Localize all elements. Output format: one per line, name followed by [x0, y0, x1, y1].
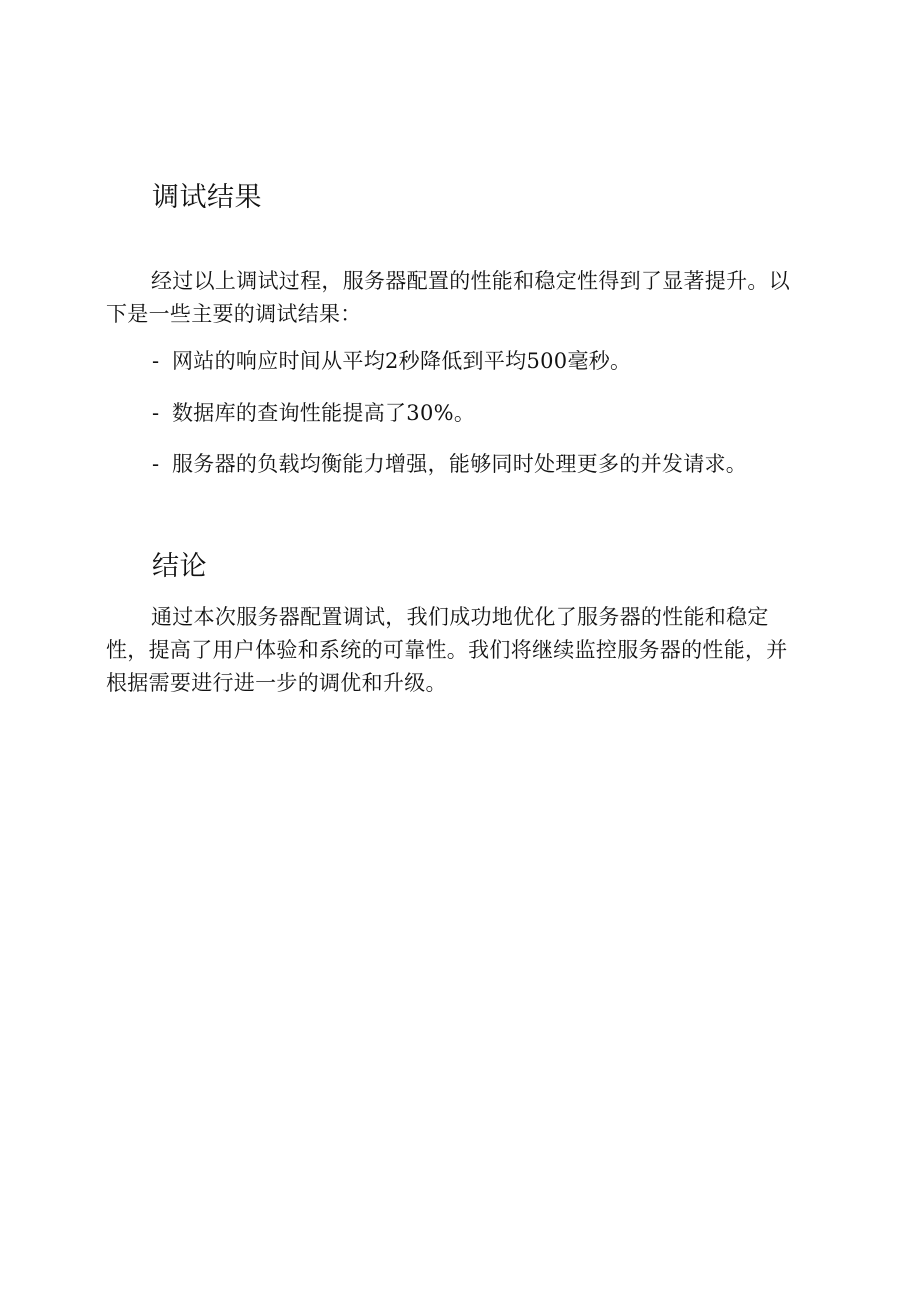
bullet-dash: - [152, 349, 160, 373]
debug-results-intro-paragraph: 经过以上调试过程，服务器配置的性能和稳定性得到了显著提升。以下是一些主要的调试结果： [106, 269, 790, 326]
result-bullet-item [152, 449, 747, 479]
result-bullet-item [152, 398, 475, 428]
result-bullet-text: 服务器的负载均衡能力增强，能够同时处理更多的并发请求。 [172, 452, 748, 476]
section-heading-debug-results: 调试结果 [152, 182, 262, 213]
bullet-dash: - [152, 401, 160, 425]
section-heading-conclusion: 结论 [152, 551, 207, 582]
conclusion-paragraph: 通过本次服务器配置调试，我们成功地优化了服务器的性能和稳定性，提高了用户体验和系统的可靠性。我们将继续监控服务器的性能，并根据需要进行进一步的调优和升级。 [106, 605, 788, 695]
result-bullet-text: 网站的响应时间从平均2秒降低到平均500毫秒。 [172, 349, 632, 373]
result-bullet-item [152, 346, 631, 376]
bullet-dash: - [152, 452, 160, 476]
result-bullet-text: 数据库的查询性能提高了30%。 [172, 401, 476, 425]
